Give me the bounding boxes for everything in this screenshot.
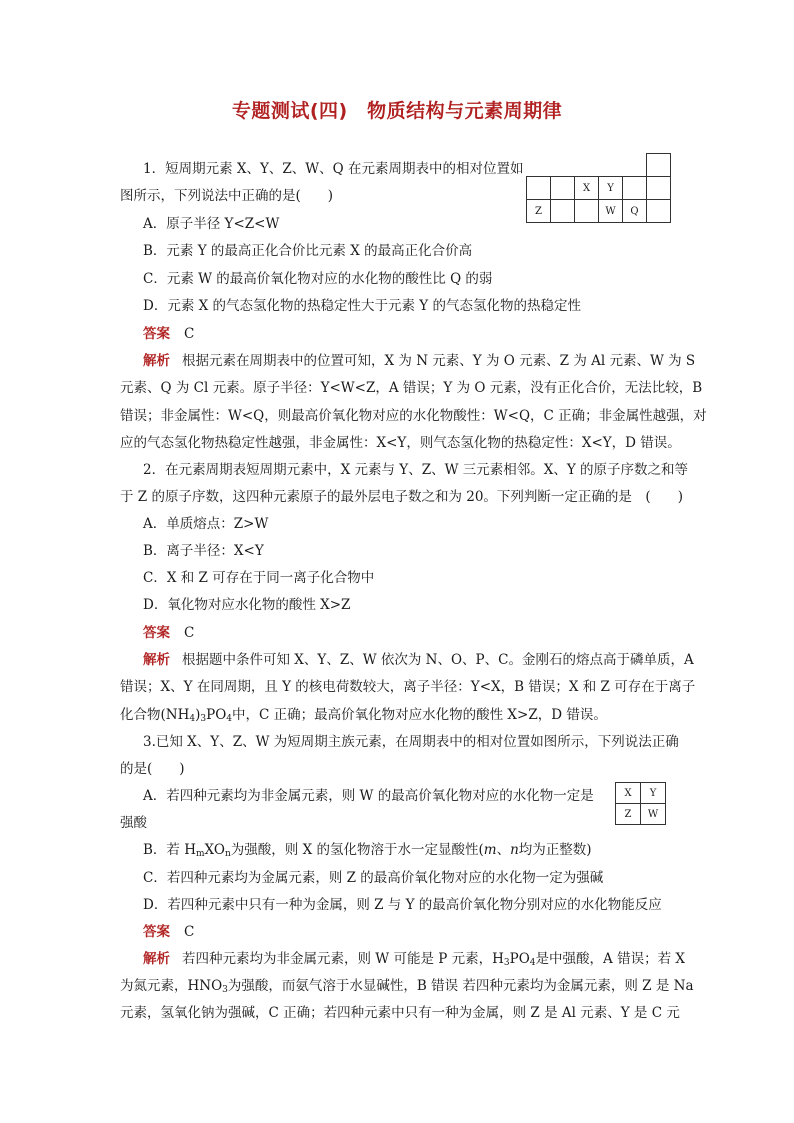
q2-analysis-line1 — [143, 651, 703, 670]
q3-answer-label: 答案 — [143, 924, 170, 940]
q3-stem-line2: 的是( ) — [120, 761, 185, 777]
q3-option-a-line2: 强酸 — [120, 815, 147, 831]
q3-analysis-line2: 为氮元素，$HNO_3$为强酸，而氨气溶于水显碱性，B 错误 若四种元素均为金属元素，则 Z 是 Na — [120, 978, 694, 995]
q1-analysis-line1 — [143, 352, 696, 371]
q3-option-c: C．若四种元素均为金属元素，则 Z 的最高价氧化物对应的水化物一定为强碱 — [143, 870, 604, 886]
q2-answer-label: 答案 — [143, 625, 170, 641]
page-title: 专题测试(四) 物质结构与元素周期律 — [231, 100, 563, 122]
q3-answer — [143, 923, 703, 942]
q2-analysis-line2: 错误；X、Y 在同周期，且 Y 的核电荷数较大，离子半径：Y<X，B 错误；X 和 Z 可存在于离子 — [120, 679, 696, 695]
q1-cell-y: Y — [599, 177, 623, 200]
q2-answer-value: C — [184, 625, 195, 641]
q3-option-d: D．若四种元素中只有一种为金属，则 Z 与 Y 的最高价氧化物分别对应的水化物能反应 — [143, 897, 662, 913]
q2-analysis-line3: 化合物$(NH_4)_3PO_4$中，C 正确；最高价氧化物对应水化物的酸性 X>Z，D 错误。 — [120, 707, 607, 724]
q1-analysis-text1: 根据元素在周期表中的位置可知，X 为 N 元素、Y 为 O 元素、Z 为 Al 元素、W 为 S — [182, 353, 696, 369]
q1-answer — [143, 325, 703, 344]
q2-option-a: A．单质熔点：Z>W — [143, 516, 269, 532]
q3-analysis-label: 解析 — [143, 951, 170, 967]
q1-option-d: D．元素 X 的气态氢化物的热稳定性大于元素 Y 的气态氢化物的热稳定性 — [143, 298, 582, 314]
q1-cell-z: Z — [527, 200, 551, 223]
q1-stem-line1: 1．短周期元素 X、Y、Z、W、Q 在元素周期表中的相对位置如 — [143, 161, 524, 177]
q3-stem-line1: 3.已知 X、Y、Z、W 为短周期主族元素，在周期表中的相对位置如图所示，下列说法正确 — [143, 734, 679, 750]
q3-cell-w: W — [641, 804, 666, 825]
q1-answer-label: 答案 — [143, 326, 170, 342]
q3-analysis-line3: 元素，氢氧化钠为强碱，C 正确；若四种元素中只有一种为金属，则 Z 是 Al 元素、Y 是 C 元 — [120, 1005, 680, 1021]
q2-stem-line2: 于 Z 的原子序数，这四种元素原子的最外层电子数之和为 20。下列判断一定正确的是 ( ) — [120, 489, 683, 505]
q2-option-d: D．氧化物对应水化物的酸性 X>Z — [143, 597, 351, 613]
q1-cell-w: W — [599, 200, 623, 223]
q2-analysis-text1: 根据题中条件可知 X、Y、Z、W 依次为 N、O、P、C。金刚石的熔点高于磷单质，A — [182, 652, 694, 668]
q1-option-b: B．元素 Y 的最高正化合价比元素 X 的最高正化合价高 — [143, 243, 473, 259]
q3-answer-value: C — [184, 924, 195, 940]
q1-cell-q: Q — [623, 200, 647, 223]
q2-stem-line1: 2．在元素周期表短周期元素中，X 元素与 Y、Z、W 三元素相邻。X、Y 的原子序数之和等 — [143, 462, 689, 478]
q3-option-a-line1: A．若四种元素均为非金属元素，则 W 的最高价氧化物对应的水化物一定是 — [143, 788, 594, 804]
q1-analysis-line3: 错误；非金属性：W<Q，则最高价氧化物对应的水化物酸性：W<Q，C 正确；非金属性越强，对 — [120, 408, 707, 424]
q1-option-a: A．原子半径 Y<Z<W — [143, 216, 280, 232]
q3-cell-x: X — [616, 783, 641, 804]
q3-cell-z: Z — [616, 804, 641, 825]
q2-option-b: B．离子半径：X<Y — [143, 543, 264, 559]
q2-analysis-label: 解析 — [143, 652, 170, 668]
q3-analysis-line1: 解析 若四种元素均为非金属元素，则 W 可能是 P 元素，$H_3PO_4$是中强酸，A 错误；若 X — [143, 951, 685, 968]
q1-option-c: C．元素 W 的最高价氧化物对应的水化物的酸性比 Q 的弱 — [143, 271, 493, 287]
q2-answer — [143, 624, 703, 643]
q1-answer-value: C — [184, 326, 195, 342]
q1-cell-x: X — [575, 177, 599, 200]
q2-option-c: C．X 和 Z 可存在于同一离子化合物中 — [143, 570, 375, 586]
q1-analysis-line2: 元素、Q 为 Cl 元素。原子半径：Y<W<Z，A 错误；Y 为 O 元素，没有正化合价，无法比较，B — [120, 380, 703, 396]
q1-stem-line2: 图所示，下列说法中正确的是( ) — [120, 188, 334, 204]
q3-cell-y: Y — [641, 783, 666, 804]
q1-analysis-line4: 应的气态氢化物热稳定性越强，非金属性：X<Y，则气态氢化物的热稳定性：X<Y，D 错误。 — [120, 435, 681, 451]
q3-option-b: B．若 $H_mXO_n$为强酸，则 X 的氢化物溶于水一定显酸性(m、n均为正整数) — [143, 842, 592, 859]
q1-analysis-label: 解析 — [143, 353, 170, 369]
